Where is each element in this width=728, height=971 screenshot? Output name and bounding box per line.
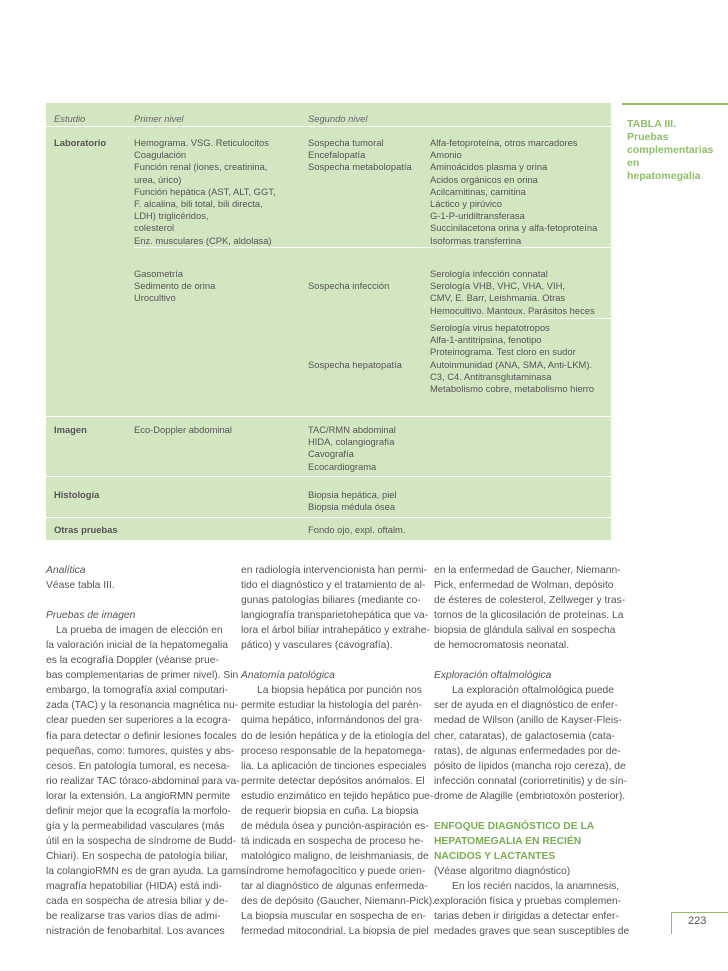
- cell-line: Alfa-fetoproteína, otros marcadores: [430, 137, 578, 148]
- caption-line: hepatomegalia: [627, 170, 701, 182]
- text-line: útil en la sospecha de síndrome de Budd-: [46, 835, 237, 847]
- text-line: fermedad mitocondrial. La biopsia de piel: [241, 926, 429, 938]
- lab-first-level-1: [134, 137, 276, 247]
- text-line: pático) y vasculares (cavografía).: [241, 640, 393, 652]
- text-line: proceso responsable de la hepatomega-: [241, 745, 426, 757]
- cell-line: Alfa-1-antitripsina, fenotipo: [430, 334, 542, 346]
- text-line: La exploración oftalmológica puede: [452, 685, 615, 697]
- cell-line: Láctico y pirúvico: [430, 197, 502, 209]
- text-line: gía y la permeabilidad vasculares (más: [46, 820, 225, 832]
- header-study: Estudio: [54, 113, 86, 124]
- text-line: tornos de la glicosilación de proteínas. La: [434, 610, 624, 622]
- row-separator: [46, 416, 611, 417]
- text-line: [434, 653, 612, 668]
- cell-line: HIDA, colangiografía: [308, 436, 395, 448]
- text-line: magrafía hepatobiliar (HIDA) está indi-: [46, 880, 222, 892]
- cell-line: Biopsia médula ósea: [308, 501, 396, 513]
- cell-line: Autoinmunidad (ANA, SMA, Anti-LKM).: [430, 358, 593, 370]
- text-line: La biopsia muscular en sospecha de en-: [241, 911, 426, 923]
- cell-line: Encefalopatía: [308, 149, 366, 161]
- text-line: Pick, enfermedad de Wolman, depósito: [434, 580, 614, 592]
- text-line: quima hepático, informándonos del gra-: [241, 715, 423, 727]
- text-line: de hemocromatosis neonatal.: [434, 640, 570, 652]
- text-line: des de depósito (Gaucher, Niemann-Pick).: [241, 896, 436, 908]
- header-first-level: Primer nivel: [134, 113, 184, 124]
- text-line: bas complementarias de primer nivel). Sin: [46, 670, 239, 682]
- lab-suspicion-2: Sospecha infección: [308, 280, 390, 291]
- cell-line: Función hepática (AST, ALT, GGT,: [134, 185, 276, 197]
- body-column-1: [46, 563, 245, 939]
- cell-line: F. alcalina, bili total, bili directa,: [134, 197, 263, 209]
- table-header-row: [46, 103, 611, 125]
- text-line: cesos. En patología tumoral, es necesa-: [46, 760, 230, 772]
- cell-line: C3, C4. Antitransglutaminasa: [430, 370, 552, 382]
- text-line: fía para detectar o definir lesiones focales: [46, 730, 237, 742]
- caption-line: complementarias: [627, 144, 714, 156]
- lab-first-level-2: [134, 268, 215, 305]
- subheading-pruebas-imagen: Pruebas de imagen: [46, 610, 136, 622]
- text-line: lora el árbol biliar intrahepático y extrahe-: [241, 625, 430, 637]
- text-line: drome de Alagille (embriotoxón posterior).: [434, 790, 626, 802]
- text-line: pequeñas, como: tumores, quistes y abs-: [46, 745, 235, 757]
- footer-rule-horizontal: [671, 912, 728, 913]
- cell-line: Gasometría: [134, 268, 183, 279]
- otras-second-level: Fondo ojo, expl. oftalm.: [308, 524, 406, 535]
- text-line: es la ecografía Doppler (véanse prue-: [46, 655, 219, 667]
- subheading-anatomia-patologica: Anatomía patológica: [241, 670, 335, 682]
- top-rule: [622, 103, 728, 105]
- cell-line: Serología VHB, VHC, VHA, VIH,: [430, 280, 565, 292]
- row-separator: [46, 517, 611, 518]
- histologia-second-level: [308, 489, 397, 513]
- text-line: [241, 653, 419, 668]
- text-line: definir mejor que la ecografía la morfolo-: [46, 805, 231, 817]
- text-line: matológico maligno, de leishmaniasis, de: [241, 850, 429, 862]
- text-line: infección connatal (coriorretinitis) y de sín-: [434, 775, 627, 787]
- cell-line: Aminoácidos plasma y orina: [430, 161, 548, 173]
- cell-line: Biopsia hepática, piel: [308, 489, 397, 500]
- page-number: 223: [688, 915, 707, 927]
- text-line: estudio enzimático en tejido hepático pue-: [241, 790, 434, 802]
- header-second-level: Segundo nivel: [308, 113, 368, 124]
- subheading-analitica: Analítica: [46, 565, 86, 576]
- text-line: embargo, la tomografía axial computari-: [46, 685, 228, 697]
- table-caption: [627, 118, 717, 183]
- text-line: La prueba de imagen de elección en: [56, 625, 223, 637]
- cell-line: LDH) triglicéridos,: [134, 210, 209, 222]
- text-line: en la enfermedad de Gaucher, Niemann-: [434, 565, 621, 576]
- body-column-3: [434, 563, 630, 939]
- cell-line: Hemocultivo. Mantoux. Parásitos heces: [430, 304, 595, 316]
- text-line: ser de ayuda en el diagnóstico de enfer-: [434, 700, 618, 712]
- footer-rule-vertical: [671, 912, 672, 934]
- body-column-2: [241, 563, 436, 939]
- cell-line: CMV, E. Barr, Leishmania. Otras: [430, 292, 566, 304]
- caption-line: Pruebas: [627, 131, 669, 143]
- text-line: la colangioRMN es de gran ayuda. La gam-: [46, 865, 245, 877]
- text-line: [46, 593, 224, 608]
- row-label-imagen: Imagen: [54, 424, 87, 435]
- lab-suspicion-1: [308, 137, 412, 174]
- cell-line: Isoformas transferrina: [430, 234, 522, 246]
- cell-line: TAC/RMN abdominal: [308, 424, 396, 435]
- cell-line: Sospecha metabolopatía: [308, 161, 412, 173]
- text-line: [434, 804, 612, 819]
- cell-line: Ecocardiograma: [308, 460, 377, 472]
- cell-line: Sedimento de orina: [134, 280, 216, 292]
- text-line: síndrome hemofagocítico y puede orien-: [241, 865, 426, 877]
- text-line: langiografía transparietohepática que va-: [241, 610, 429, 622]
- text-line: tido el diagnóstico y el tratamiento de al-: [241, 580, 426, 592]
- text-line: de requerir biopsia en cuña. La biopsia: [241, 805, 419, 817]
- text-line: zada (TAC) y la resonancia magnética nu-: [46, 700, 239, 712]
- text-line: La biopsia hepática por punción nos: [257, 685, 422, 697]
- cell-line: Serología infección connatal: [430, 268, 548, 279]
- cell-line: Metabolismo cobre, metabolismo hierro: [430, 382, 595, 394]
- text-line: de médula ósea y punción-aspiración es-: [241, 820, 429, 832]
- cell-line: Coagulación: [134, 149, 187, 161]
- lab-suspicion-3: Sospecha hepatopatía: [308, 359, 402, 370]
- cell-line: urea, úrico): [134, 173, 182, 185]
- lab-tests-1: [430, 137, 597, 247]
- row-separator: [430, 318, 611, 319]
- text-line: gunas patologías biliares (mediante co-: [241, 595, 421, 607]
- text-line: medad de Wilson (anillo de Kayser-Fleis-: [434, 715, 622, 727]
- cell-line: Amonio: [430, 149, 462, 161]
- text-line: be realizarse tras varios días de admi-: [46, 911, 221, 923]
- cell-line: Enz. musculares (CPK, aldolasa): [134, 234, 272, 246]
- imagen-first-level: Eco-Doppler abdominal: [134, 424, 232, 435]
- section-heading: ENFOQUE DIAGNÓSTICO DE LA: [434, 820, 595, 832]
- text-line: Véase tabla III.: [46, 580, 115, 592]
- text-line: nistración de fenobarbital. Los avances: [46, 926, 225, 938]
- text-line: pósito de lípidos (mancha rojo cereza), de: [434, 760, 626, 772]
- text-line: tarias deben ir dirigidas a detectar enfer-: [434, 911, 619, 923]
- cell-line: Cavografía: [308, 448, 354, 460]
- text-line: permite estudiar la histología del parén-: [241, 700, 422, 712]
- subheading-exploracion-oftalmologica: Exploración oftalmológica: [434, 670, 552, 682]
- text-line: tá indicada en sospecha de proceso he-: [241, 835, 424, 847]
- text-line: permite detectar depósitos anómalos. El: [241, 775, 425, 787]
- cell-line: Función renal (iones, creatinina,: [134, 161, 268, 173]
- row-separator: [46, 476, 611, 477]
- row-label-histologia: Histología: [54, 489, 100, 500]
- row-separator: [46, 126, 611, 127]
- cell-line: G-1-P-uridiltransferasa: [430, 210, 525, 222]
- lab-tests-2: [430, 268, 595, 317]
- row-label-otras-pruebas: Otras pruebas: [54, 524, 118, 535]
- row-label-laboratorio: Laboratorio: [54, 137, 107, 148]
- cell-line: Proteinograma. Test cloro en sudor: [430, 346, 576, 358]
- cell-line: Succinilacetona orina y alfa-fetoproteína: [430, 222, 598, 234]
- cell-line: Acilcarnitinas, carnitina: [430, 185, 526, 197]
- text-line: En los recién nacidos, la anamnesis,: [452, 880, 620, 892]
- cell-line: Acidos orgánicos en orina: [430, 173, 538, 185]
- text-line: la valoración inicial de la hepatomegalia: [46, 640, 229, 652]
- section-heading: NACIDOS Y LACTANTES: [434, 850, 556, 862]
- text-line: medades graves que sean susceptibles de: [434, 926, 630, 938]
- text-line: cada en sospecha de atresia biliar y de-: [46, 896, 229, 908]
- text-line: cher, cataratas), de galactosemia (cata-: [434, 730, 615, 742]
- tests-table: [46, 103, 611, 540]
- cell-line: Serología virus hepatotropos: [430, 322, 550, 333]
- caption-line: TABLA III.: [627, 118, 676, 130]
- text-line: clear pueden ser superiores a la ecogra-: [46, 715, 231, 727]
- text-line: exploración física y pruebas complemen-: [434, 896, 622, 908]
- cell-line: Urocultivo: [134, 292, 176, 304]
- imagen-second-level: [308, 424, 396, 473]
- text-line: en radiología intervencionista han permi-: [241, 565, 428, 576]
- text-line: tar al diagnóstico de algunas enfermeda-: [241, 880, 428, 892]
- cell-line: Sospecha tumoral: [308, 137, 384, 148]
- cell-line: Hemograma. VSG. Reticulocitos: [134, 137, 269, 148]
- text-line: Chiari). En sospecha de patología biliar,: [46, 850, 229, 862]
- lab-tests-3: [430, 322, 594, 395]
- text-line: biopsia de glándula salival en sospecha: [434, 625, 616, 637]
- text-line: ratas), de algunas enfermedades por de-: [434, 745, 621, 757]
- section-heading: HEPATOMEGALIA EN RECIÉN: [434, 835, 582, 847]
- text-line: de ésteres de colesterol, Zellweger y tras-: [434, 595, 626, 607]
- text-line: lorar la extensión. La angioRMN permite: [46, 790, 231, 802]
- text-line: rio realizar TAC tóraco-abdominal para va-: [46, 775, 240, 787]
- row-separator: [134, 247, 611, 248]
- text-line: (Véase algoritmo diagnóstico): [434, 865, 571, 877]
- text-line: do de lesión hepática y de la etiología del: [241, 730, 430, 742]
- text-line: lia. La aplicación de tinciones especiales: [241, 760, 427, 772]
- cell-line: colesterol: [134, 222, 175, 234]
- caption-line: en: [627, 157, 640, 169]
